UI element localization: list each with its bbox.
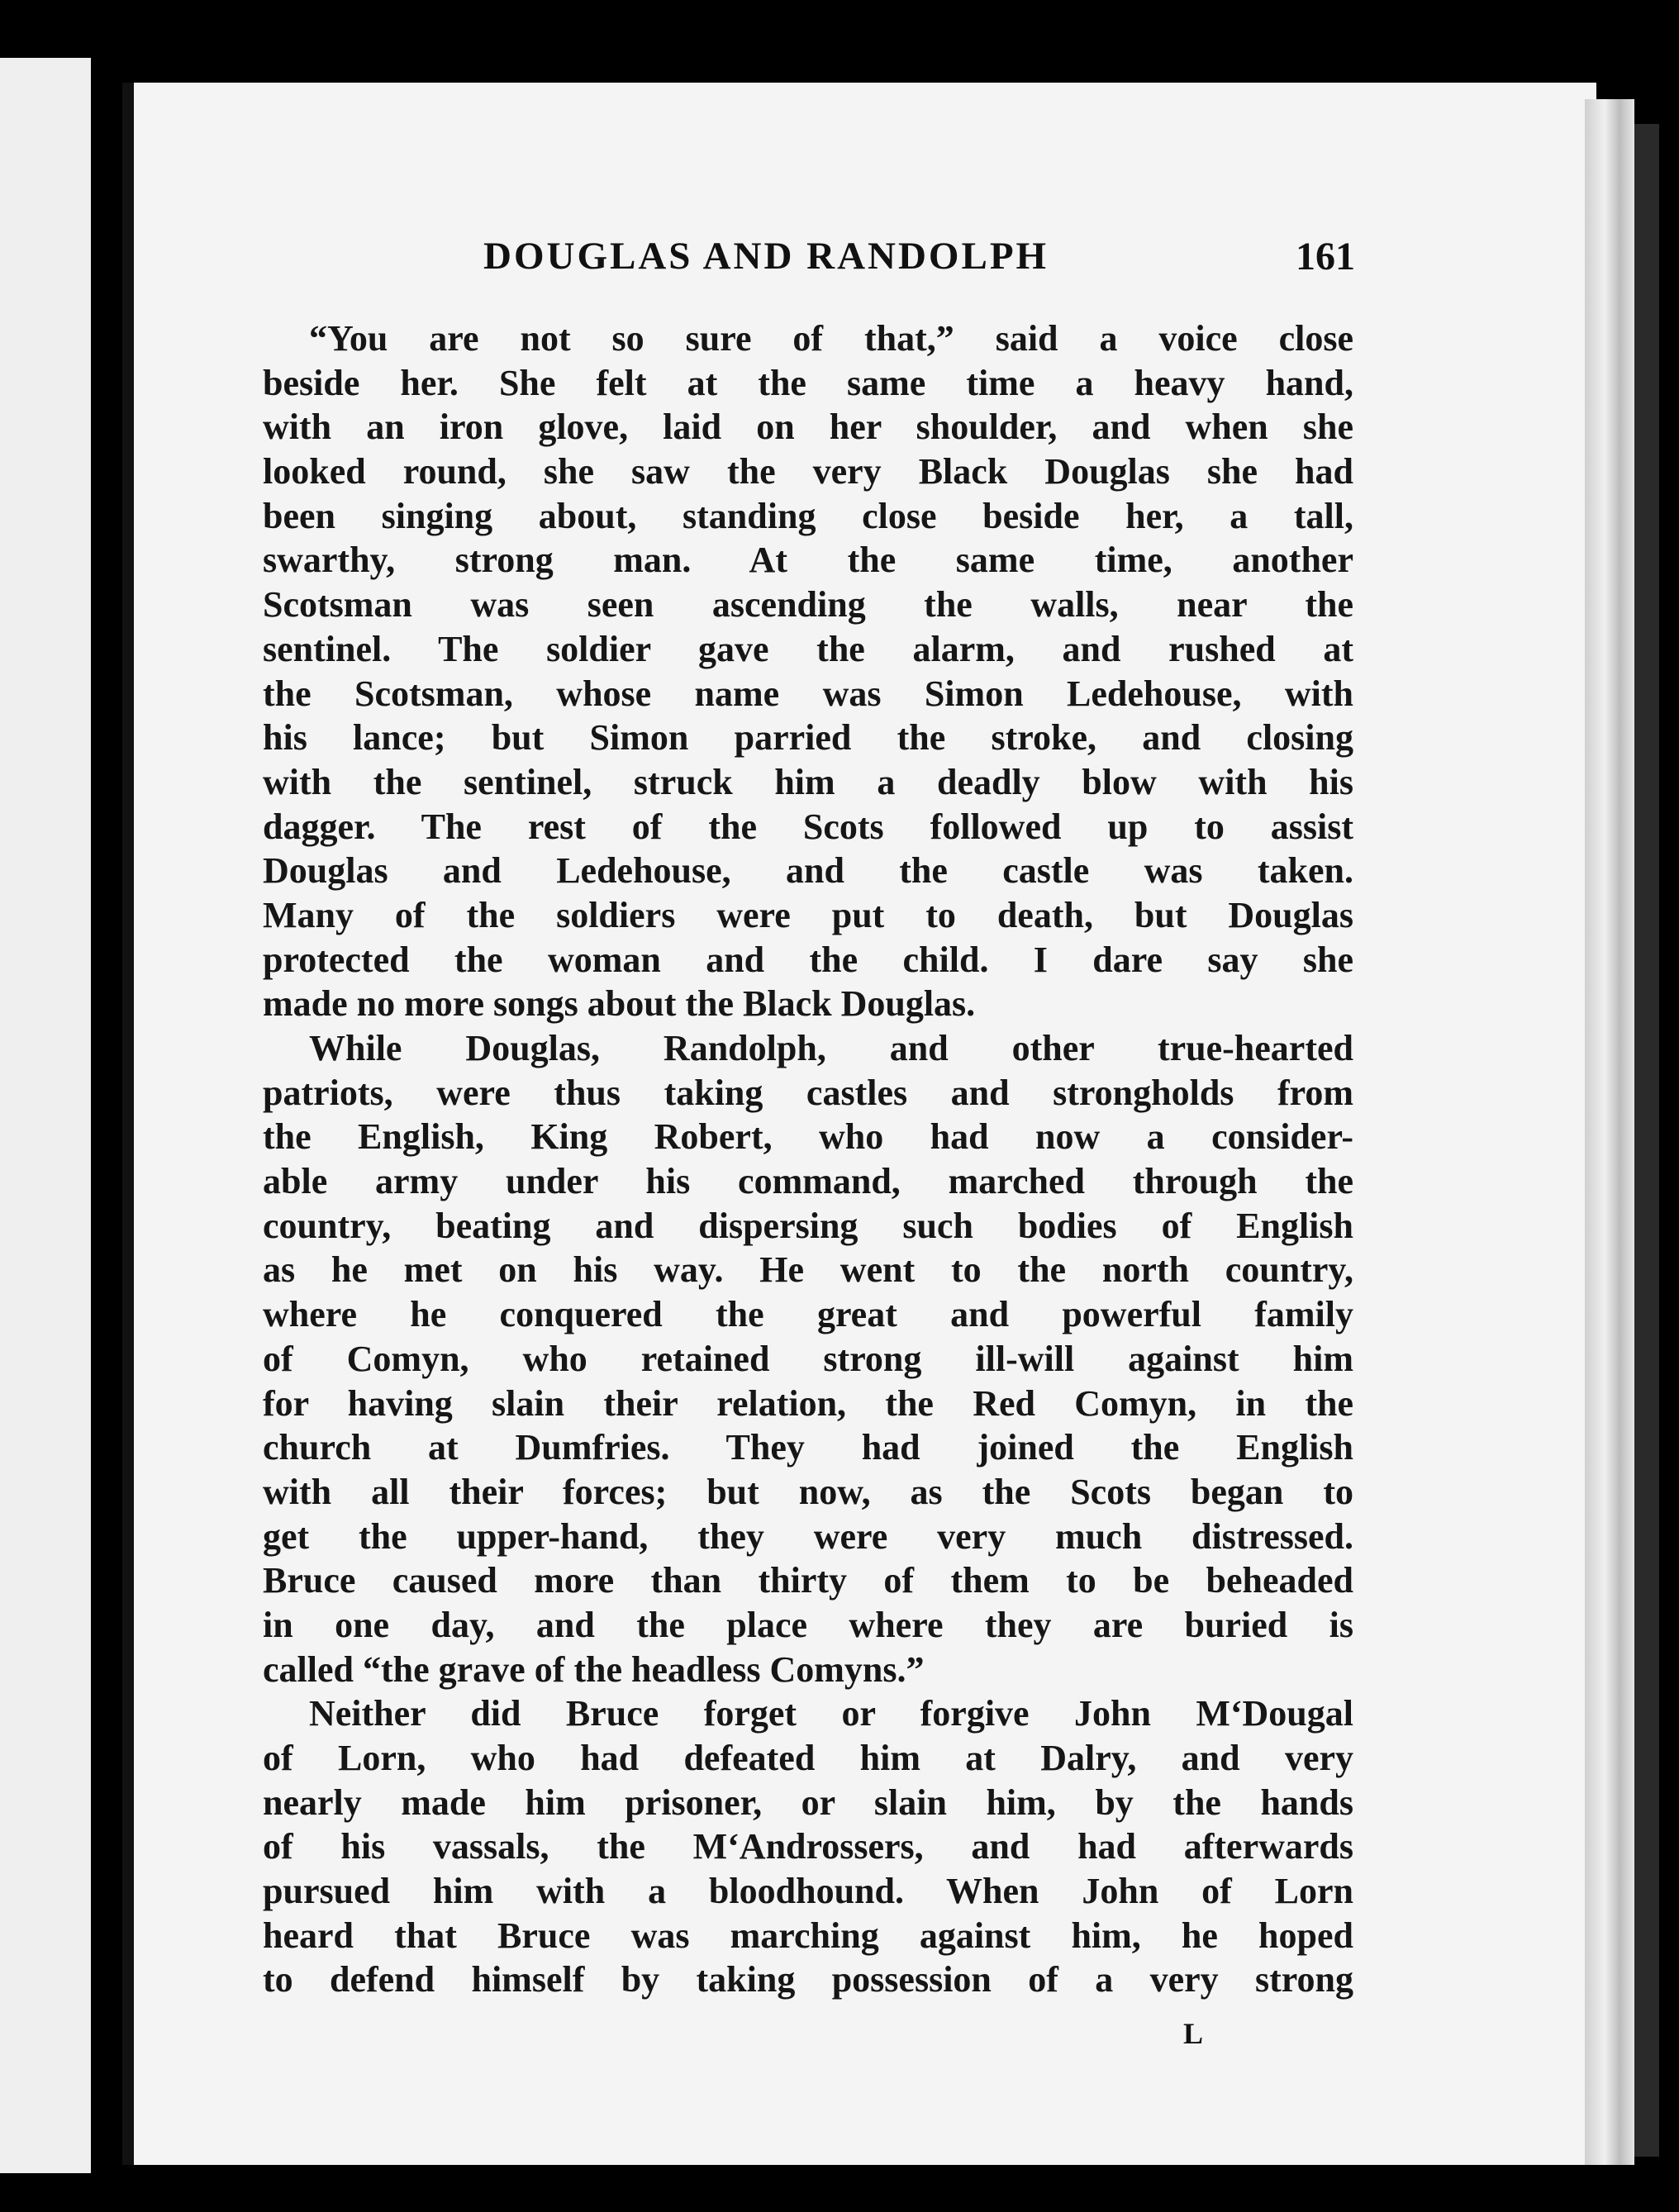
page-number: 161 [1296, 235, 1355, 278]
page-header [483, 234, 1355, 292]
text-line: “You are not so sure of that,” said a voice close [309, 318, 1353, 359]
text-line: with an iron glove, laid on her shoulder, and when she [263, 407, 1353, 448]
text-line: the English, King Robert, who had now a consider- [263, 1116, 1353, 1158]
text-line: nearly made him prisoner, or slain him, by the hands [263, 1781, 1353, 1823]
text-line: Many of the soldiers were put to death, but Douglas [263, 894, 1353, 935]
text-line: heard that Bruce was marching against him, he hoped [263, 1915, 1353, 1956]
text-line: the Scotsman, whose name was Simon Ledehouse, with [263, 673, 1353, 714]
text-line: where he conquered the great and powerful family [263, 1294, 1353, 1335]
text-line: with all their forces; but now, as the Scots began to [263, 1471, 1353, 1512]
text-line: protected the woman and the child. I dare say she [263, 939, 1353, 980]
text-line: patriots, were thus taking castles and strongholds from [263, 1072, 1353, 1113]
text-line: for having slain their relation, the Red Comyn, in the [263, 1382, 1353, 1424]
text-line: of Comyn, who retained strong ill-will against him [263, 1338, 1353, 1379]
text-line: Bruce caused more than thirty of them to be beheaded [263, 1560, 1353, 1601]
text-line: made no more songs about the Black Douglas. [263, 983, 976, 1025]
text-line: with the sentinel, struck him a deadly blow with his [263, 761, 1353, 802]
text-line: to defend himself by taking possession of a very strong [263, 1959, 1353, 2000]
text-line: Douglas and Ledehouse, and the castle was taken. [263, 850, 1353, 892]
signature-mark: L [1183, 2017, 1204, 2050]
text-line: sentinel. The soldier gave the alarm, and rushed at [263, 628, 1353, 669]
text-line: in one day, and the place where they are buried is [263, 1604, 1353, 1645]
facing-page-edge [0, 58, 91, 2173]
text-line: country, beating and dispersing such bodies of English [263, 1205, 1353, 1246]
text-line: been singing about, standing close beside her, a tall, [263, 495, 1353, 536]
text-line: called “the grave of the headless Comyns.” [263, 1648, 925, 1690]
text-line: While Douglas, Randolph, and other true-hearted [309, 1028, 1353, 1068]
text-line: church at Dumfries. They had joined the English [263, 1427, 1353, 1468]
text-line: able army under his command, marched through the [263, 1161, 1353, 1202]
text-line: his lance; but Simon parried the stroke, and closing [263, 717, 1353, 759]
body-text [263, 316, 1353, 2002]
text-line: Scotsman was seen ascending the walls, near the [263, 584, 1353, 626]
text-line: looked round, she saw the very Black Douglas she had [263, 451, 1353, 492]
text-line: Neither did Bruce forget or forgive John M‘Dougal [309, 1693, 1353, 1734]
text-line: pursued him with a bloodhound. When John of Lorn [263, 1871, 1353, 1912]
text-line: beside her. She felt at the same time a heavy hand, [263, 362, 1353, 403]
text-line: dagger. The rest of the Scots followed up to assist [263, 806, 1353, 847]
text-line: get the upper-hand, they were very much distressed. [263, 1515, 1353, 1557]
page-stack-edge [1585, 99, 1634, 2165]
text-line: of his vassals, the M‘Androssers, and had afterwards [263, 1826, 1353, 1867]
text-line: of Lorn, who had defeated him at Dalry, and very [263, 1738, 1353, 1778]
text-line: swarthy, strong man. At the same time, another [263, 540, 1353, 581]
binding-shadow [1634, 124, 1659, 2157]
running-head: DOUGLAS AND RANDOLPH [483, 235, 1049, 278]
text-line: as he met on his way. He went to the north country, [263, 1249, 1353, 1291]
